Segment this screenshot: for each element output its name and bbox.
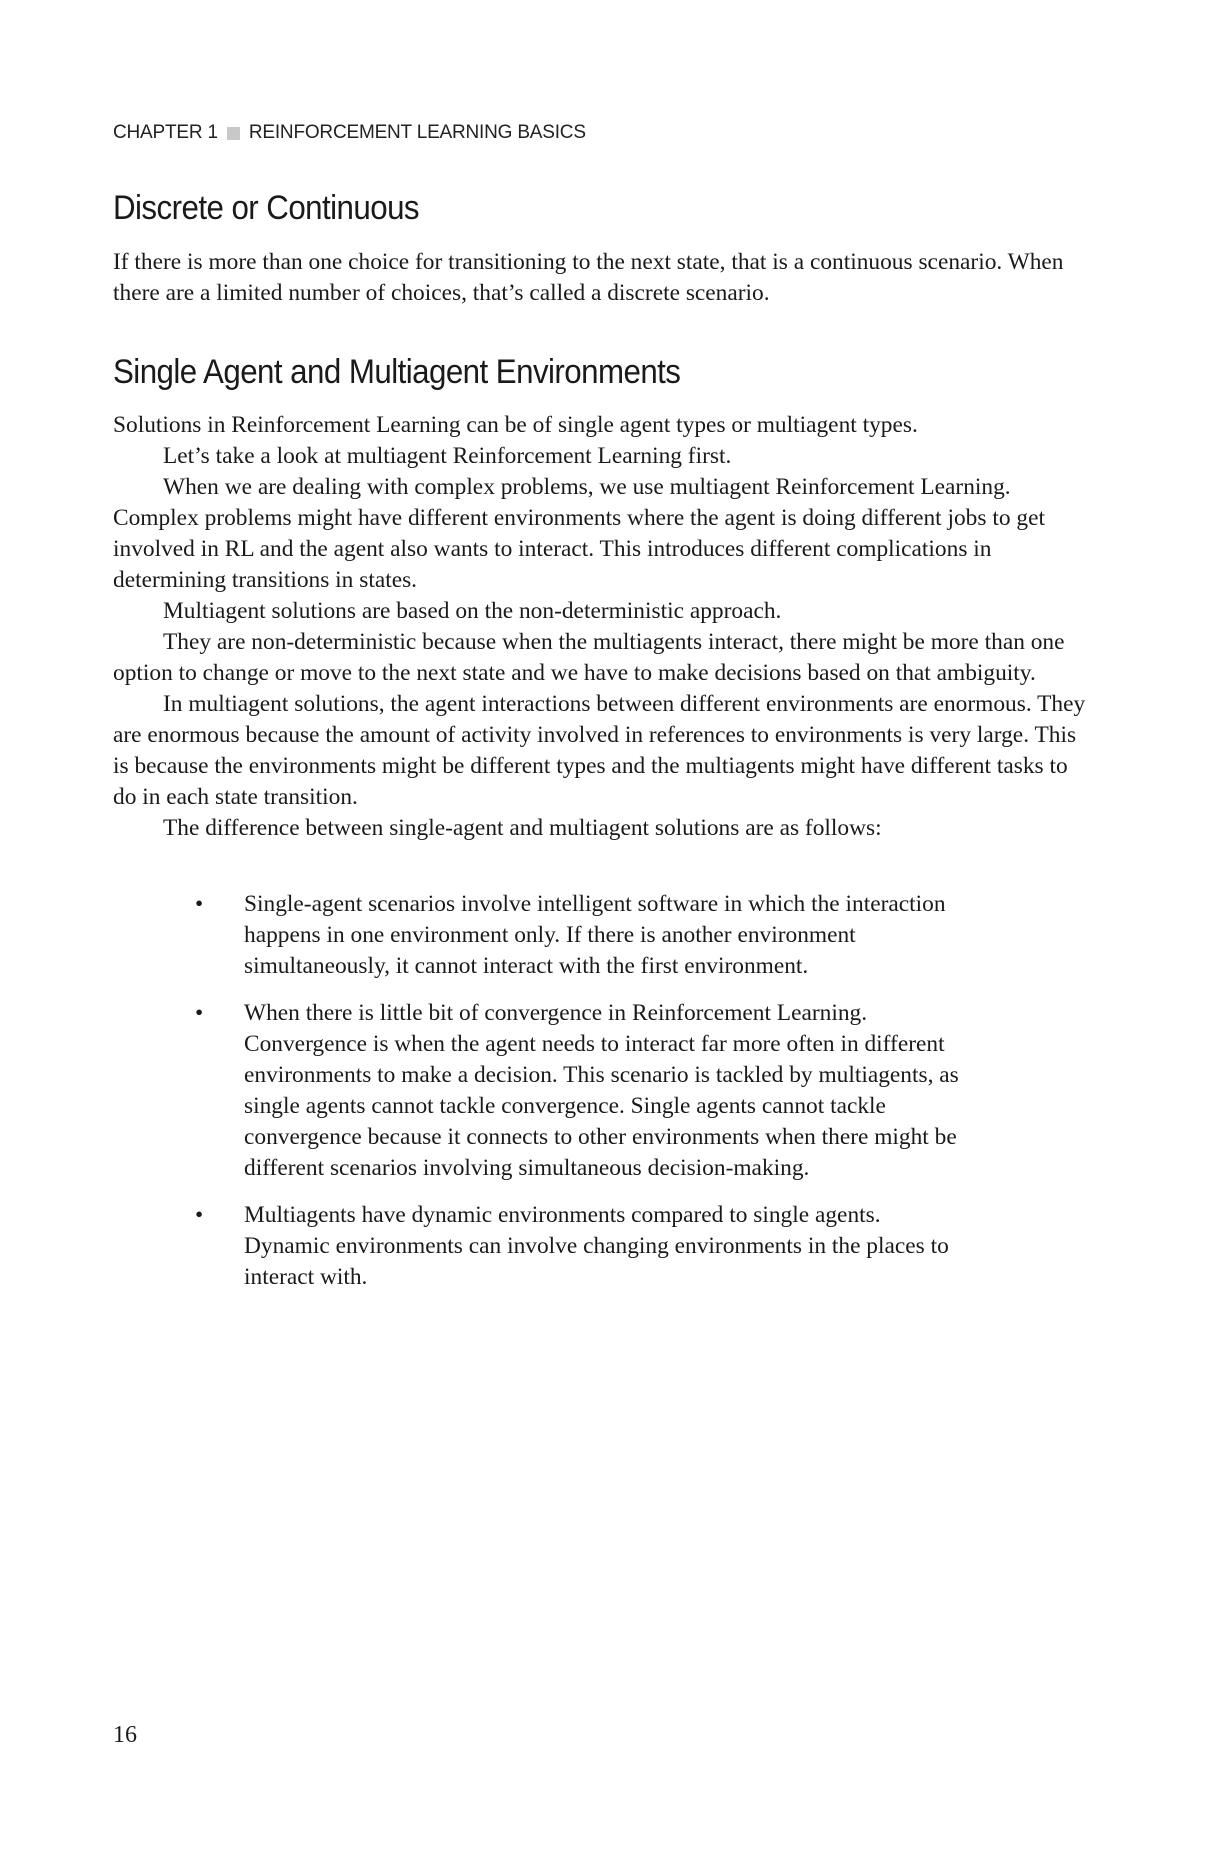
paragraph: The difference between single-agent and multiagent solutions are as follows: [163,815,882,841]
chapter-label: CHAPTER 1 [113,122,218,143]
list-item-text: Multiagents have dynamic environments compared to single agents. Dynamic environments can involve changing environments in the places to interact with. [244,1202,949,1290]
section-heading-single-multiagent: Single Agent and Multiagent Environments [113,353,681,391]
list-item [113,998,964,1184]
bullet-dot: • [195,1202,204,1228]
paragraph: If there is more than one choice for transitioning to the next state, that is a continuous scenario. When there are a limited number of choices, that’s called a discrete scenario. [113,249,1064,306]
book-page [113,0,1088,1851]
paragraph: Multiagent solutions are based on the non-deterministic approach. [163,598,782,624]
section-body-single-multiagent [113,410,1088,844]
bullet-list [113,889,1088,1309]
list-item-text: Single-agent scenarios involve intelligent software in which the interaction happens in one environment only. If there is another environment simultaneously, it cannot interact with the first environment. [244,891,946,979]
list-item [113,1200,964,1293]
paragraph: In multiagent solutions, the agent interactions between different environments are enormous. They are enormous because the amount of activity involved in references to environments is very large. This is because the environments might be different types and the multiagents might have different tasks to do in each state transition. [113,691,1086,810]
section-heading-discrete: Discrete or Continuous [113,189,420,227]
paragraph: When we are dealing with complex problems, we use multiagent Reinforcement Learning. Complex problems might have different environments where the agent is doing different jobs to get involved in RL and the agent also wants to interact. This introduces different complications in determining transitions in states. [113,474,1045,593]
paragraph: Solutions in Reinforcement Learning can be of single agent types or multiagent types. [113,412,918,438]
running-header [113,122,586,144]
bullet-dot: • [195,891,204,917]
page-number: 16 [113,1722,137,1748]
list-item-text: When there is little bit of convergence in Reinforcement Learning. Convergence is when the agent needs to interact far more often in different environments to make a decision. This scenario is tackled by multiagents, as single agents cannot tackle convergence. Single agents cannot tackle convergence because it connects to other environments when there might be different scenarios involving simultaneous decision-making. [244,1000,959,1181]
list-item [113,889,964,982]
header-separator-square [227,127,240,140]
section-body-discrete [113,247,1088,309]
paragraph: Let’s take a look at multiagent Reinforcement Learning first. [163,443,732,469]
paragraph: They are non-deterministic because when the multiagents interact, there might be more than one option to change or move to the next state and we have to make decisions based on that ambiguity. [113,629,1065,686]
chapter-title: REINFORCEMENT LEARNING BASICS [248,122,586,143]
bullet-dot: • [195,1000,204,1026]
